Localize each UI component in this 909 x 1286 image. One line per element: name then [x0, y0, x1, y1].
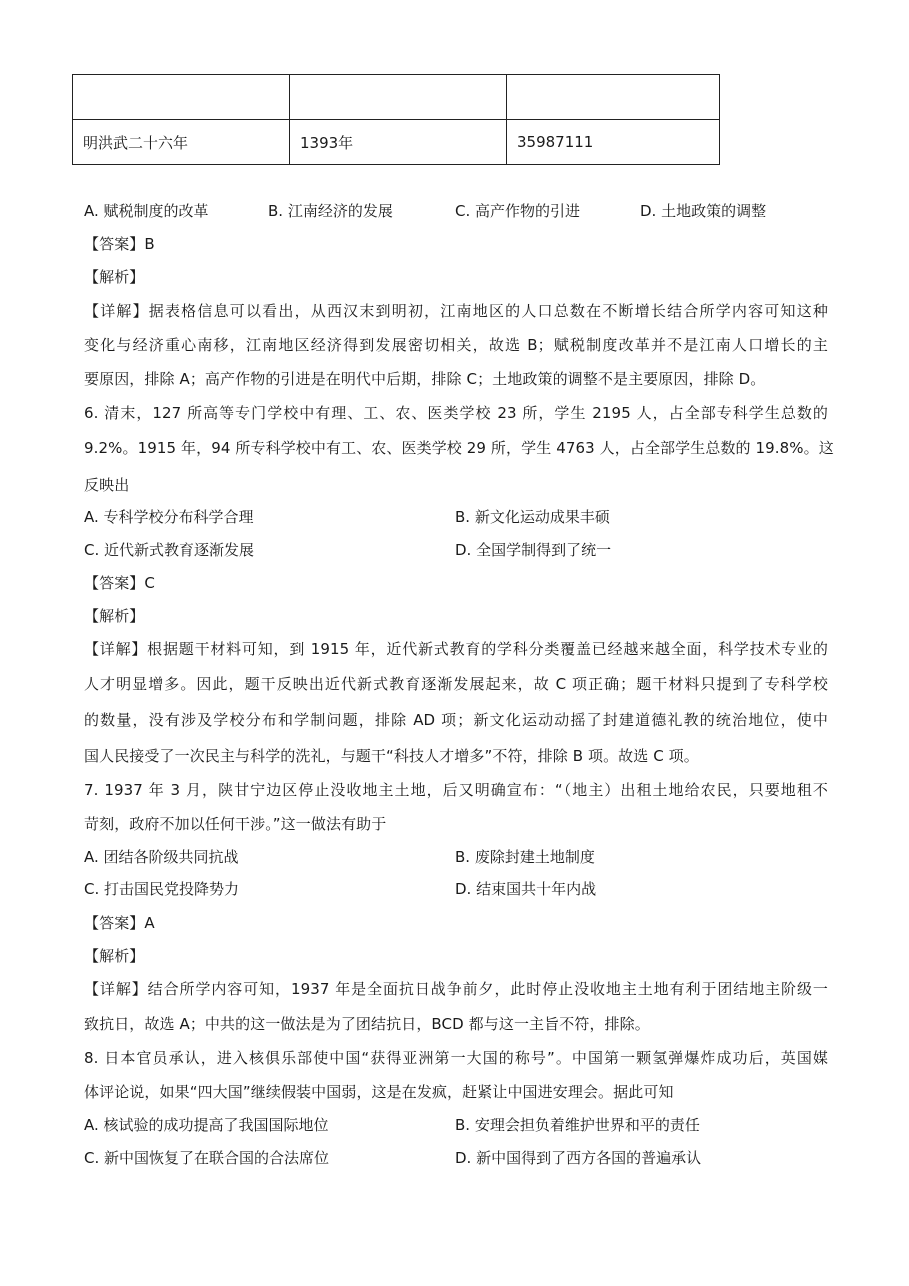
q7-detail-line: 致抗日，故选 A；中共的这一做法是为了团结抗日，BCD 都与这一主旨不符，排除。: [84, 1015, 650, 1033]
q7-analysis-label: 【解析】: [84, 947, 145, 965]
q5-detail-line: 【详解】据表格信息可以看出，从西汉末到明初，江南地区的人口总数在不断增长结合所学内容可知这种: [84, 302, 828, 320]
q6-detail-line: 人才明显增多。因此，题干反映出近代新式教育逐渐发展起来，故 C 项正确；题干材料只提到了专科学校: [84, 675, 828, 693]
q6-detail-line: 【详解】根据题干材料可知，到 1915 年，近代新式教育的学科分类覆盖已经越来越全面，科学技术专业的: [84, 640, 828, 658]
q5-detail-line: 要原因，排除 A；高产作物的引进是在明代中后期，排除 C；土地政策的调整不是主要原因，排除 D。: [84, 370, 766, 388]
q7-stem-line: 7. 1937 年 3 月，陕甘宁边区停止没收地主土地，后又明确宣布：“（地主）出租土地给农民，只要地租不: [84, 781, 828, 799]
q5-analysis-label: 【解析】: [84, 268, 145, 286]
q8-option-b: B. 安理会担负着维护世界和平的责任: [455, 1116, 700, 1134]
table-row: [73, 120, 720, 165]
q6-answer: 【答案】C: [84, 574, 155, 592]
q5-option-b: B. 江南经济的发展: [268, 202, 393, 220]
q8-option-a: A. 核试验的成功提高了我国国际地位: [84, 1116, 329, 1134]
population-table: [72, 74, 720, 165]
table-cell: [290, 75, 507, 120]
q5-option-c: C. 高产作物的引进: [455, 202, 581, 220]
q5-answer: 【答案】B: [84, 235, 155, 253]
q5-option-a: A. 赋税制度的改革: [84, 202, 209, 220]
table-cell: 35987111: [507, 120, 720, 165]
q7-option-a: A. 团结各阶级共同抗战: [84, 848, 239, 866]
q6-option-d: D. 全国学制得到了统一: [455, 541, 612, 559]
q6-detail-line: 国人民接受了一次民主与科学的洗礼，与题干“科技人才增多”不符，排除 B 项。故选 C 项。: [84, 747, 699, 765]
table-cell: [507, 75, 720, 120]
q7-option-d: D. 结束国共十年内战: [455, 880, 597, 898]
q6-stem-line: 9.2%。1915 年，94 所专科学校中有工、农、医类学校 29 所，学生 4763 人，占全部学生总数的 19.8%。这: [84, 439, 834, 457]
q6-analysis-label: 【解析】: [84, 607, 145, 625]
q6-stem-line: 反映出: [84, 476, 130, 494]
q6-detail-line: 的数量，没有涉及学校分布和学制问题，排除 AD 项；新文化运动动摇了封建道德礼教的统治地位，使中: [84, 711, 828, 729]
q6-stem-line: 6. 清末，127 所高等专门学校中有理、工、农、医类学校 23 所，学生 2195 人，占全部专科学生总数的: [84, 404, 828, 422]
q8-option-d: D. 新中国得到了西方各国的普遍承认: [455, 1149, 702, 1167]
q6-option-c: C. 近代新式教育逐渐发展: [84, 541, 255, 559]
q7-option-b: B. 废除封建土地制度: [455, 848, 595, 866]
q7-stem-line: 苛刻，政府不加以任何干涉。”这一做法有助于: [84, 815, 387, 833]
q5-detail-line: 变化与经济重心南移，江南地区经济得到发展密切相关，故选 B；赋税制度改革并不是江南人口增长的主: [84, 336, 828, 354]
q7-option-c: C. 打击国民党投降势力: [84, 880, 240, 898]
table-row: [73, 75, 720, 120]
q8-stem-line: 8. 日本官员承认，进入核俱乐部使中国“获得亚洲第一大国的称号”。中国第一颗氢弹爆炸成功后，英国媒: [84, 1049, 828, 1067]
q7-detail-line: 【详解】结合所学内容可知，1937 年是全面抗日战争前夕，此时停止没收地主土地有利于团结地主阶级一: [84, 980, 828, 998]
q7-answer: 【答案】A: [84, 914, 155, 932]
table-cell: 明洪武二十六年: [73, 120, 290, 165]
table-cell: [73, 75, 290, 120]
q6-option-a: A. 专科学校分布科学合理: [84, 508, 254, 526]
q8-stem-line: 体评论说，如果“四大国”继续假装中国弱，这是在发疯，赶紧让中国进安理会。据此可知: [84, 1083, 674, 1101]
q6-option-b: B. 新文化运动成果丰硕: [455, 508, 610, 526]
table-cell: 1393年: [290, 120, 507, 165]
q5-option-d: D. 土地政策的调整: [640, 202, 767, 220]
q8-option-c: C. 新中国恢复了在联合国的合法席位: [84, 1149, 330, 1167]
